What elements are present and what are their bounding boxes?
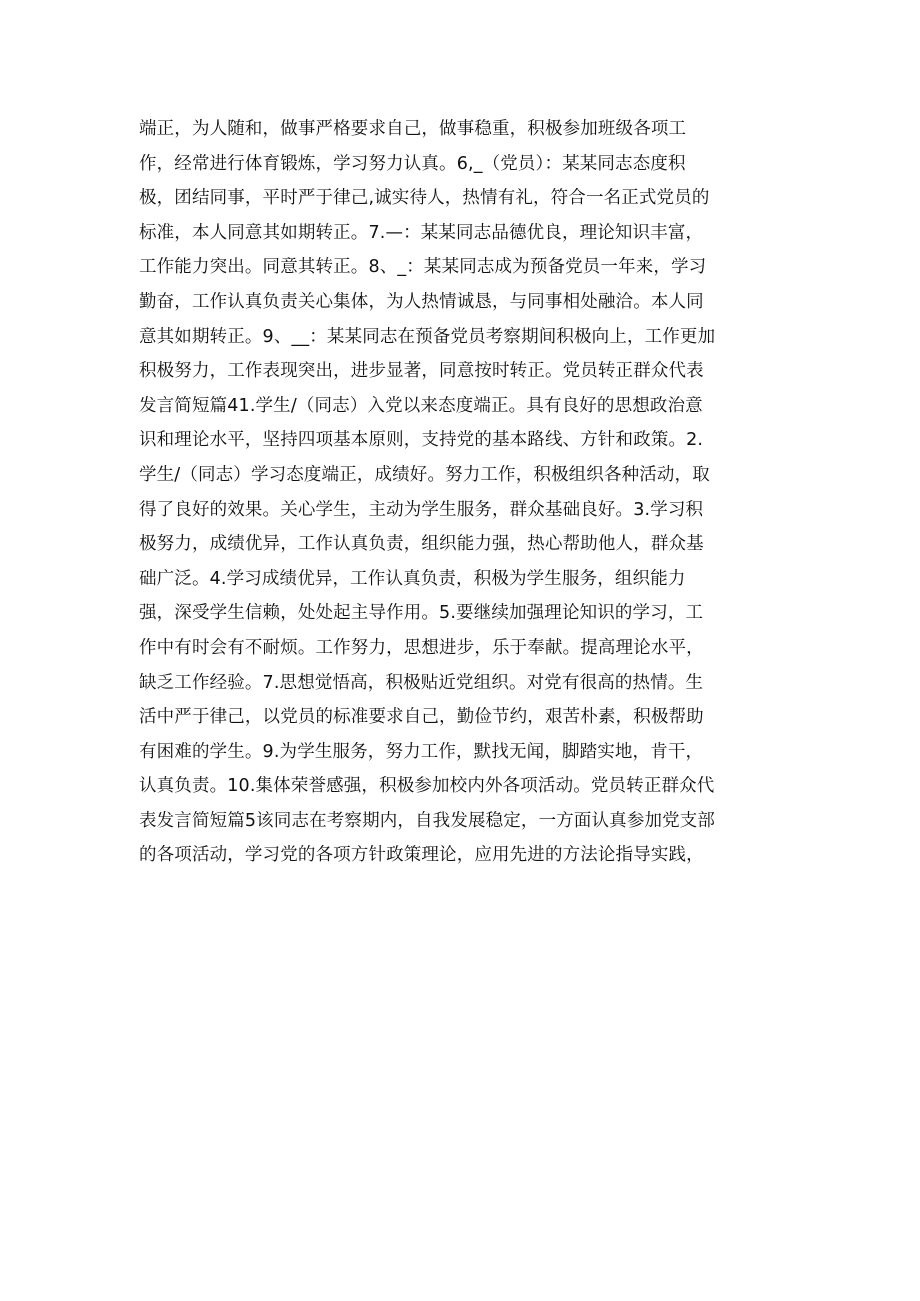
text-line: 表发言简短篇5该同志在考察期内，自我发展稳定，一方面认真参加党支部 [139, 810, 716, 831]
text-line: 的各项活动，学习党的各项方针政策理论，应用先进的方法论指导实践， [139, 845, 704, 866]
text-line: 积极努力，工作表现突出，进步显著，同意按时转正。党员转正群众代表 [139, 361, 704, 382]
text-line: 发言简短篇41.学生/（同志）入党以来态度端正。具有良好的思想政治意 [139, 395, 703, 416]
text-line: 识和理论水平，坚持四项基本原则，支持党的基本路线、方针和政策。2. [139, 430, 704, 451]
text-line: 标准，本人同意其如期转正。7.—：某某同志品德优良，理论知识丰富， [139, 222, 704, 243]
text-line: 缺乏工作经验。7.思想觉悟高，积极贴近党组织。对党有很高的热情。生 [139, 672, 704, 693]
text-line: 活中严于律己，以党员的标准要求自己，勤俭节约，艰苦朴素，积极帮助 [139, 707, 704, 728]
text-line: 极努力，成绩优异，工作认真负责，组织能力强，热心帮助他人，群众基 [139, 534, 704, 555]
text-line: 作，经常进行体育锻炼，学习努力认真。6,_（党员）：某某同志态度积 [139, 153, 686, 174]
text-line: 勤奋，工作认真负责关心集体，为人热情诚恳，与同事相处融洽。本人同 [139, 291, 704, 312]
text-line: 极，团结同事，平时严于律己,诚实待人，热情有礼，符合一名正式党员的 [139, 188, 710, 209]
text-line: 作中有时会有不耐烦。工作努力，思想进步，乐于奉献。提高理论水平， [139, 637, 704, 658]
text-line: 端正，为人随和，做事严格要求自己，做事稳重，积极参加班级各项工 [139, 119, 687, 139]
text-line: 工作能力突出。同意其转正。8、_：某某同志成为预备党员一年来，学习 [139, 257, 707, 278]
text-line: 认真负责。10.集体荣誉感强，积极参加校内外各项活动。党员转正群众代 [139, 776, 715, 797]
text-line: 有困难的学生。9.为学生服务，努力工作，默找无闻，脚踏实地，肯干， [139, 741, 704, 762]
text-line: 得了良好的效果。关心学生，主动为学生服务，群众基础良好。3.学习积 [139, 499, 704, 520]
text-line: 学生/（同志）学习态度端正，成绩好。努力工作，积极组织各种活动，取 [139, 464, 710, 485]
body-text [139, 112, 799, 873]
text-line: 意其如期转正。9、__：某某同志在预备党员考察期间积极向上，工作更加 [139, 326, 716, 347]
text-line: 强，深受学生信赖，处处起主导作用。5.要继续加强理论知识的学习，工 [139, 603, 704, 624]
text-line: 础广泛。4.学习成绩优异，工作认真负责，积极为学生服务，组织能力 [139, 568, 686, 589]
